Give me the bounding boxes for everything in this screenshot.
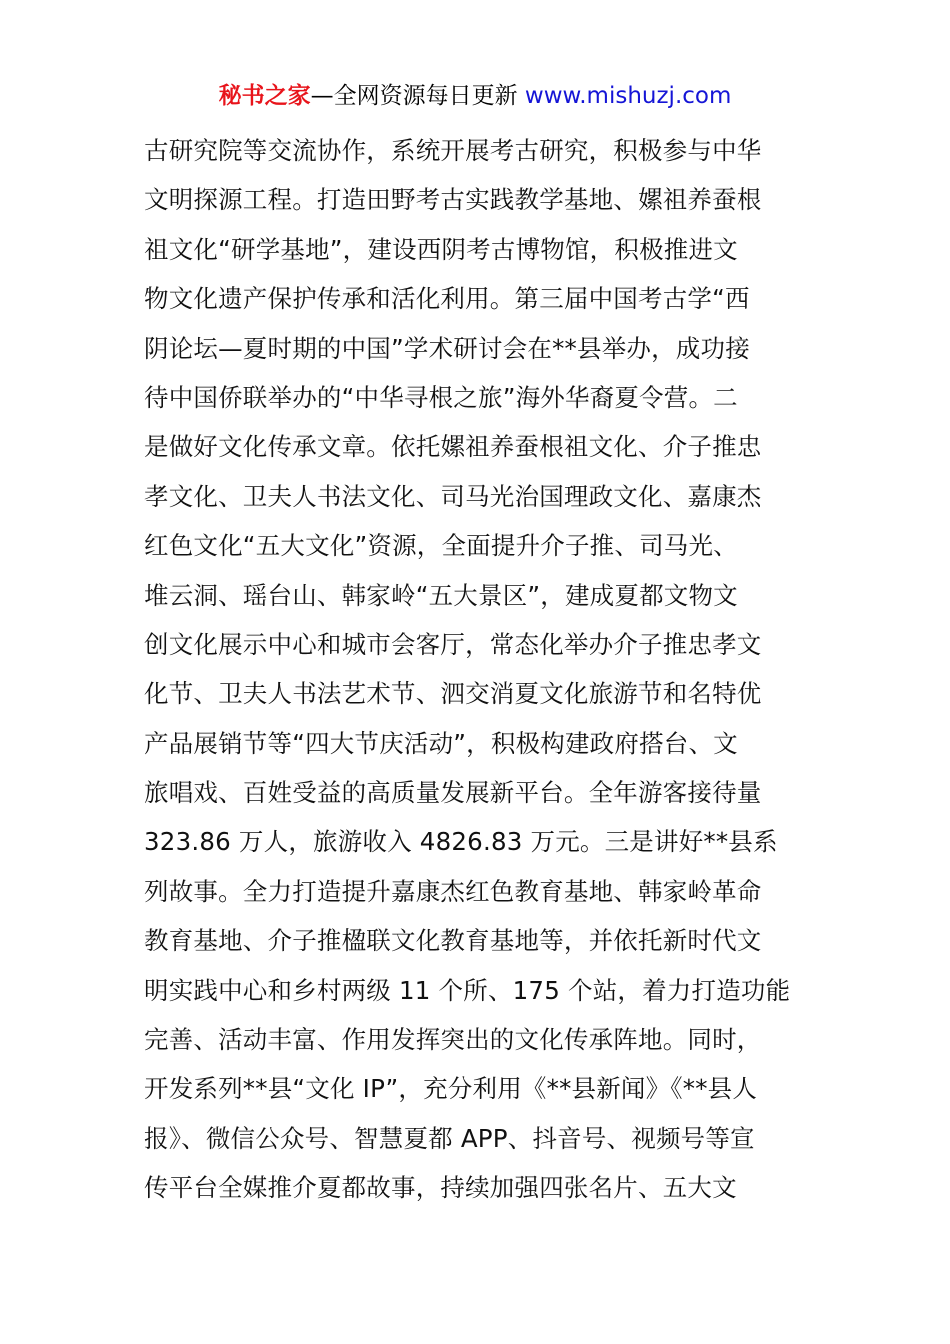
text-line: 开发系列**县“文化 IP”，充分利用《**县新闻》《**县人 [144,1074,758,1104]
text-line: 323.86 万人，旅游收入 4826.83 万元。三是讲好**县系 [144,827,778,857]
header-url-link[interactable]: www.mishuzj.com [524,83,732,109]
text-line: 待中国侨联举办的“中华寻根之旅”海外华裔夏令营。二 [144,382,738,412]
text-line: 化节、卫夫人书法艺术节、泗交消夏文化旅游节和名特优 [144,679,762,709]
text-line: 产品展销节等“四大节庆活动”，积极构建政府搭台、文 [144,728,738,758]
text-line: 文明探源工程。打造田野考古实践教学基地、嫘祖养蚕根 [144,185,762,215]
text-line: 报》、微信公众号、智慧夏都 APP、抖音号、视频号等宣 [144,1123,755,1153]
text-line: 祖文化“研学基地”，建设西阴考古博物馆，积极推进文 [144,234,738,264]
text-line: 传平台全媒推介夏都故事，持续加强四张名片、五大文 [144,1173,737,1203]
text-line: 教育基地、介子推楹联文化教育基地等，并依托新时代文 [144,926,762,956]
text-line: 是做好文化传承文章。依托嫘祖养蚕根祖文化、介子推忠 [144,432,762,462]
text-line: 完善、活动丰富、作用发挥突出的文化传承阵地。同时， [144,1025,762,1055]
text-line: 旅唱戏、百姓受益的高质量发展新平台。全年游客接待量 [144,778,762,808]
document-body [144,126,824,1213]
text-line: 创文化展示中心和城市会客厅，常态化举办介子推忠孝文 [144,629,762,659]
text-line: 堆云洞、瑶台山、韩家岭“五大景区”，建成夏都文物文 [144,580,738,610]
header-brand: 秘书之家 [218,83,311,109]
text-line: 物文化遗产保护传承和活化利用。第三届中国考古学“西 [144,284,750,314]
text-line: 明实践中心和乡村两级 11 个所、175 个站，着力打造功能 [144,975,791,1005]
text-line: 红色文化“五大文化”资源，全面提升介子推、司马光、 [144,531,738,561]
header-slogan: —全网资源每日更新 [310,83,518,109]
text-line: 古研究院等交流协作，系统开展考古研究，积极参与中华 [144,136,762,165]
page-header [0,80,950,112]
text-line: 孝文化、卫夫人书法文化、司马光治国理政文化、嘉康杰 [144,481,762,511]
text-line: 列故事。全力打造提升嘉康杰红色教育基地、韩家岭革命 [144,876,762,906]
text-line: 阴论坛—夏时期的中国”学术研讨会在**县举办，成功接 [144,333,750,363]
